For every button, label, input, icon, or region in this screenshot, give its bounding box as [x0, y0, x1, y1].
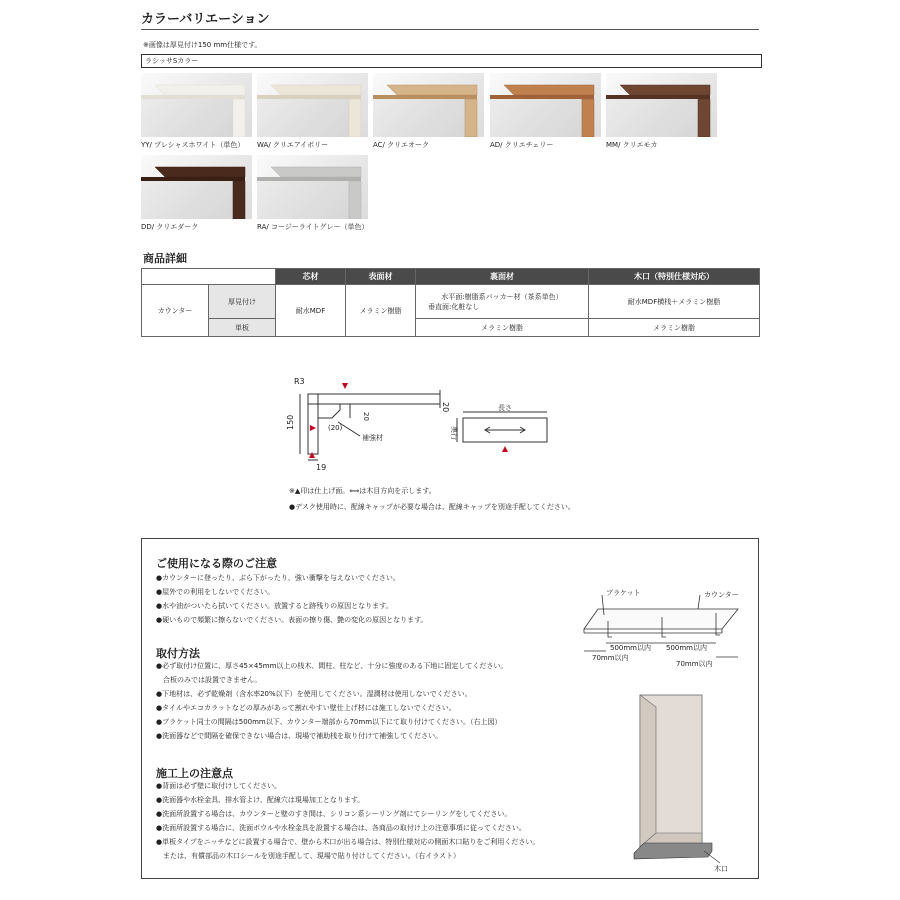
spec-header-core: 芯材 — [276, 269, 346, 285]
dim-20-paren: (20) — [328, 424, 343, 432]
caution-line: または、有償部品の木口シールを別途手配して、現場で貼り付けしてください。（右イラスト） — [156, 852, 461, 860]
spec-core-cell: 耐水MDF — [276, 285, 346, 337]
caution-line: ●水や油がついたら拭いてください。放置すると跡残りの原因となります。 — [156, 602, 393, 610]
image-note: ※画像は厚見付け150 mm仕様です。 — [143, 41, 262, 49]
counter-front-shape — [308, 394, 318, 454]
caution-line: ●屋外での利用をしないでください。 — [156, 588, 275, 596]
finish-mark-icon — [309, 452, 315, 458]
caution-line: ●硬いもので頻繁に擦らないでください。表面の擦り傷、艶の変化の原因となります。 — [156, 616, 428, 624]
spec-header-surface: 表面材 — [346, 269, 416, 285]
fig-kiguchi-label: 木口 — [714, 865, 728, 873]
spec-header-edge: 木口（特別仕様対応） — [589, 269, 760, 285]
color-swatch — [141, 73, 252, 137]
title-divider — [141, 29, 759, 30]
caution-line: ●下地材は、必ず乾燥剤（含水率20%以下）を使用してください。湿潤材は使用しないでください。 — [156, 690, 472, 698]
spec-header-empty — [142, 269, 276, 285]
fig-70a: 70mm以内 — [592, 654, 629, 662]
spec-surface-cell: メラミン樹脂 — [346, 285, 416, 337]
fig-70b: 70mm以内 — [676, 660, 713, 668]
caution-line: ●ブラケット同士の間隔は500mm以下、カウンター端部から70mm以下にて取り付けてください。（右上図） — [156, 718, 502, 726]
fig-counter-label: カウンター — [704, 591, 739, 599]
fig-bracket-label: ブラケット — [606, 589, 641, 597]
swatch-label: MM/ クリエモカ — [606, 141, 658, 149]
dim-19: 19 — [316, 463, 327, 472]
series-name: ラシッサSカラー — [141, 54, 762, 68]
spec-back-line-1: 水平面:樹脂系バッカー材（茶系単色） — [441, 292, 563, 301]
fig-500b: 500mm以内 — [666, 644, 707, 652]
caution-line: ●カウンターに登ったり、ぶら下がったり、強い衝撃を与えないでください。 — [156, 574, 400, 582]
spec-edge-cell: 耐水MDF横桟＋メラミン樹脂 — [589, 285, 760, 319]
caution-line: ●必ず取付け位置に、厚さ45×45mm以上の桟木、間柱、柱など、十分に強度のある下地に固定してください。 — [156, 662, 508, 670]
note-finish: ※▲印は仕上げ面。⟺は木目方向を示します。 — [289, 487, 436, 495]
construction-title: 施工上の注意点 — [156, 767, 233, 780]
dim-20-top: 20 — [441, 402, 450, 413]
color-swatch — [490, 73, 601, 137]
counter-top-shape — [308, 394, 440, 404]
spec-table — [141, 268, 760, 337]
table-row — [142, 319, 760, 337]
dim-r3: R3 — [294, 377, 305, 386]
spec-group-cell: カウンター — [142, 285, 209, 337]
caution-line: 合板のみでは設置できません。 — [156, 676, 262, 684]
reinforce-shape — [318, 404, 340, 418]
spec-header-row — [142, 269, 760, 285]
swatch-label: AC/ クリエオーク — [373, 141, 429, 149]
caution-line: ●洗面所設置する場合に、洗面ボウルや水栓金具を設置する場合は、各商品の取付け上の注意事項に従ってください。 — [156, 824, 526, 832]
caution-title: ご使用になる際のご注意 — [156, 557, 277, 570]
spec-edge-cell: メラミン樹脂 — [589, 319, 760, 337]
niche-figure — [628, 693, 728, 875]
color-swatch — [606, 73, 717, 137]
dim-150: 150 — [286, 414, 295, 430]
detail-title: 商品詳細 — [143, 252, 187, 265]
swatch-label: YY/ プレシャスホワイト（単色） — [141, 141, 245, 149]
table-row — [142, 285, 760, 319]
swatch-label: DD/ クリエダーク — [141, 223, 199, 231]
caution-panel — [141, 538, 759, 879]
fig-500a: 500mm以内 — [610, 644, 651, 652]
reinforce-label: 補強材 — [362, 434, 383, 442]
spec-row-name: 厚見付け — [209, 285, 276, 319]
caution-line: ●洗面器などで間隔を確保できない場合は、現場で補助桟を取り付けて補強してください。 — [156, 732, 443, 740]
profile-diagram — [280, 372, 580, 472]
swatch-label: AD/ クリエチェリー — [490, 141, 554, 149]
caution-line: ●背面は必ず壁に取付けしてください。 — [156, 782, 282, 790]
swatch-label: WA/ クリエアイボリー — [257, 141, 329, 149]
color-swatch — [257, 73, 368, 137]
color-swatch — [373, 73, 484, 137]
spec-header-back: 裏面材 — [416, 269, 589, 285]
caution-line: ●洗面器や水栓金具、排水管よけ、配線穴は現場加工となります。 — [156, 796, 365, 804]
spec-back-line-2: 垂直面:化粧なし — [428, 302, 480, 311]
swatch-label: RA/ コージーライトグレー（単色） — [257, 223, 369, 231]
length-label: 長さ — [498, 404, 512, 412]
spec-back-cell: メラミン樹脂 — [416, 319, 589, 337]
dim-20-inner: 20 — [362, 412, 370, 421]
caution-line: ●単板タイプをニッチなどに設置する場合で、壁から木口が出る場合は、特別仕様対応の側面木口貼りをご利用ください。 — [156, 838, 540, 846]
finish-mark-icon — [342, 383, 348, 389]
spec-row-name: 単板 — [209, 319, 276, 337]
color-swatch — [141, 155, 252, 219]
page-title: カラーバリエーション — [141, 12, 270, 27]
finish-mark-icon — [310, 425, 316, 431]
install-title: 取付方法 — [156, 647, 200, 660]
caution-line: ●タイルやエコカラットなどの厚みがあって割れやすい壁仕上げ材には施工しないでください。 — [156, 704, 456, 712]
color-swatch — [257, 155, 368, 219]
finish-mark-icon — [502, 446, 508, 452]
depth-label: 奥行 — [450, 426, 458, 440]
spec-back-cell — [416, 285, 589, 319]
caution-line: ●洗面所設置する場合は、カウンターと壁のすき間は、シリコン系シーリング剤にてシーリングをしてください。 — [156, 810, 512, 818]
note-desk: ●デスク使用時に、配線キャップが必要な場合は、配線キャップを別途手配してください。 — [289, 503, 575, 511]
bracket-figure — [580, 585, 750, 675]
